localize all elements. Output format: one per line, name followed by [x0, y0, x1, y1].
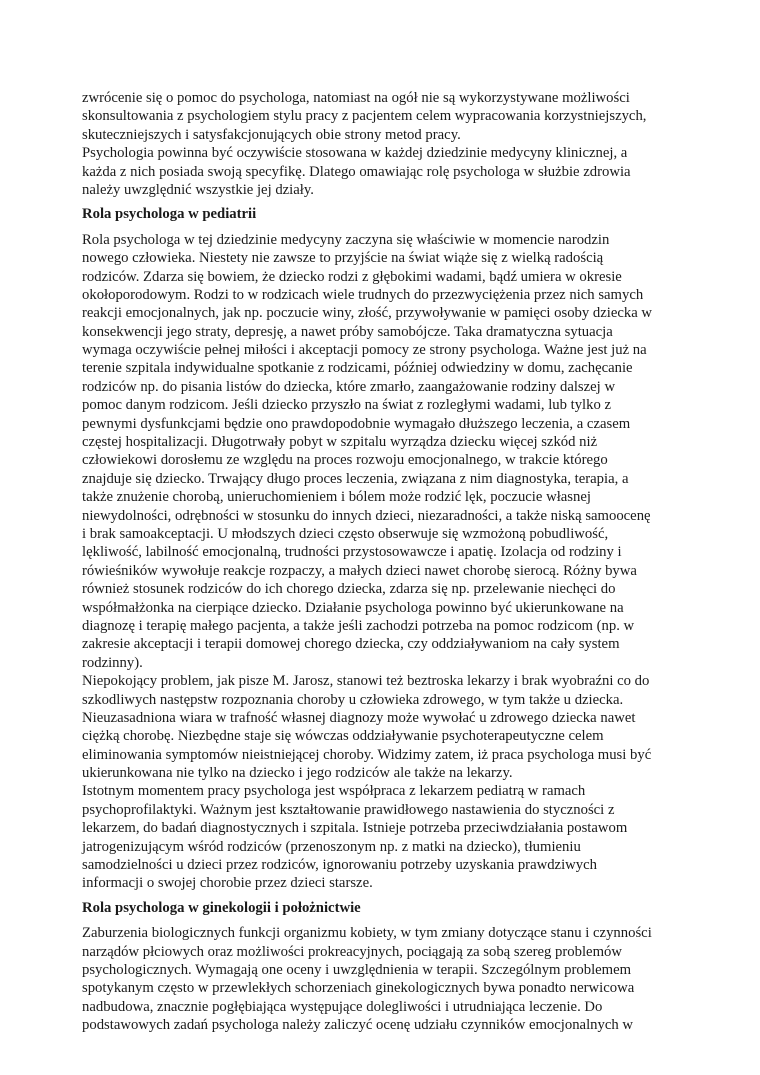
text-line: skonsultowania z psychologiem stylu pracy z pacjentem celem wypracowania korzystniejszych,	[82, 108, 647, 125]
text-line: terenie szpitala indywidualne spotkanie z rodzicami, później odwiedziny w domu, zachęcanie	[82, 360, 633, 377]
text-line: konsekwencji jego straty, depresję, a nawet próby samobójcze. Taka dramatyczna sytuacja	[82, 323, 613, 340]
text-line: zakresie akceptacji i terapii domowej chorego dziecka, czy oddziaływaniom na cały system	[82, 636, 620, 653]
text-line: okołoporodowym. Rodzi to w rodzicach wiele trudnych do przezwyciężenia przez nich samych	[82, 286, 644, 303]
text-line: rówieśników wywołuje reakcje rozpaczy, a małych dzieci nawet chorobę sierocą. Różny bywa	[82, 562, 637, 579]
text-line: szkodliwych następstw rozpoznania choroby u człowieka zdrowego, w tym także u dziecka.	[82, 691, 624, 708]
text-line: psychologicznych. Wymagają one oceny i uwzględnienia w terapii. Szczególnym problemem	[82, 961, 632, 978]
text-line: częstej hospitalizacji. Długotrwały pobyt w szpitalu wyrządza dziecku więcej szkód niż	[82, 434, 598, 451]
text-line: samodzielności u dzieci przez rodziców, ignorowaniu potrzeby uzyskania prawdziwych	[82, 857, 597, 874]
text-line: Niepokojący problem, jak pisze M. Jarosz, stanowi też beztroska lekarzy i brak wyobraźni co do	[82, 673, 650, 690]
text-line: Nieuzasadniona wiara w trafność własnej diagnozy może wywołać u zdrowego dziecka nawet	[82, 709, 636, 726]
intro-paragraph	[82, 89, 682, 199]
text-line: również stosunek rodziców do ich chorego dziecka, zdarza się np. przelewanie niechęci do	[82, 581, 616, 598]
text-line: rodziców np. do pisania listów do dziecka, które zmarło, zaangażowanie rodziny dalszej w	[82, 378, 616, 395]
text-line: wymaga oczywiście pełnej miłości i akceptacji pomocy ze strony psychologa. Ważne jest już na	[82, 342, 647, 359]
section-heading-pediatrics: Rola psychologa w pediatrii	[82, 206, 257, 223]
text-line: jatrogenizującym wśród rodziców (przenoszonym np. z matki na dziecko), tłumieniu	[82, 838, 581, 855]
text-line: Istotnym momentem pracy psychologa jest współpraca z lekarzem pediatrą w ramach	[82, 783, 586, 800]
text-line: człowiekowi dorosłemu ze względu na proces rozwoju emocjonalnego, w trakcie którego	[82, 452, 608, 469]
text-line: należy uwzględnić wszystkie jej działy.	[82, 181, 314, 198]
gynecology-section-body	[82, 924, 682, 1034]
text-line: lękliwość, labilność emocjonalną, trudności przystosowawcze i apatię. Izolacja od rodziny i	[82, 544, 622, 561]
pediatrics-section-body	[82, 231, 682, 893]
text-line: każda z nich posiada swoją specyfikę. Dlatego omawiając rolę psychologa w służbie zdrowia	[82, 163, 631, 180]
text-line: spotykanym często w przewlekłych schorzeniach ginekologicznych bywa ponadto nerwicowa	[82, 980, 635, 997]
text-line: zwrócenie się o pomoc do psychologa, natomiast na ogół nie są wykorzystywane możliwości	[82, 90, 630, 106]
text-line: reakcji emocjonalnych, jak np. poczucie winy, złość, przywoływanie w pamięci osoby dziecka w	[82, 305, 653, 322]
text-line: eliminowania symptomów nieistniejącej choroby. Widzimy zatem, iż praca psychologa musi być	[82, 746, 652, 763]
text-line: rodziców. Zdarza się bowiem, że dziecko rodzi z głębokimi wadami, bądź umiera w okresie	[82, 268, 622, 285]
text-line: nadbudowa, znacznie pogłębiająca występujące dolegliwości i utrudniająca leczenie. Do	[82, 998, 603, 1015]
text-line: niewydolności, odrębności w stosunku do innych dzieci, niezaradności, a także niską samoocenę	[82, 507, 651, 524]
text-line: rodzinny).	[82, 654, 143, 671]
text-line: Zaburzenia biologicznych funkcji organizmu kobiety, w tym zmiany dotyczące stanu i czynności	[82, 925, 652, 942]
text-line: lekarzem, do badań diagnostycznych i szpitala. Istnieje potrzeba przeciwdziałania postawom	[82, 820, 628, 837]
text-line: informacji o swojej chorobie przez dzieci starsze.	[82, 875, 373, 892]
text-line: współmałżonka na cierpiące dziecko. Działanie psychologa powinno być ukierunkowane na	[82, 599, 624, 616]
text-line: Psychologia powinna być oczywiście stosowana w każdej dziedzinie medycyny klinicznej, a	[82, 145, 628, 162]
section-heading-gynecology: Rola psychologa w ginekologii i położnictwie	[82, 899, 361, 916]
text-line: nowego człowieka. Niestety nie zawsze to przyjście na świat wiąże się z wielką radością	[82, 250, 604, 267]
text-line: psychoprofilaktyki. Ważnym jest kształtowanie prawidłowego nastawienia do styczności z	[82, 801, 615, 818]
text-line: pomoc danym rodzicom. Jeśli dziecko przyszło na świat z rozległymi wadami, lub tylko z	[82, 397, 612, 414]
text-line: pewnymi dysfunkcjami będzie ono prawdopodobnie wymagało dłuższego leczenia, a czasem	[82, 415, 631, 432]
text-line: narządów płciowych oraz możliwości prokreacyjnych, pociągają za sobą szereg problemów	[82, 943, 622, 960]
text-line: ciężką chorobę. Niezbędne staje się wówczas oddziaływanie psychoterapeutyczne celem	[82, 728, 604, 745]
text-line: podstawowych zadań psychologa należy zaliczyć ocenę udziału czynników emocjonalnych w	[82, 1017, 633, 1034]
text-line: Rola psychologa w tej dziedzinie medycyny zaczyna się właściwie w momencie narodzin	[82, 231, 610, 248]
document-page	[82, 89, 682, 1035]
text-line: skuteczniejszych i satysfakcjonujących obie strony metod pracy.	[82, 126, 461, 143]
text-line: diagnozę i terapię małego pacjenta, a także jeśli zachodzi potrzeba na pomoc rodzicom (np. w	[82, 617, 635, 634]
text-line: także znużenie chorobą, unieruchomieniem i bólem może rodzić lęk, poczucie własnej	[82, 489, 591, 506]
text-line: ukierunkowana nie tylko na dziecko i jego rodziców ale także na lekarzy.	[82, 765, 513, 782]
text-line: znajduje się dziecko. Trwający długo proces leczenia, związana z nim diagnostyka, terapia, a	[82, 470, 629, 487]
text-line: i brak samoakceptacji. U młodszych dzieci często obserwuje się wzmożoną pobudliwość,	[82, 525, 609, 542]
